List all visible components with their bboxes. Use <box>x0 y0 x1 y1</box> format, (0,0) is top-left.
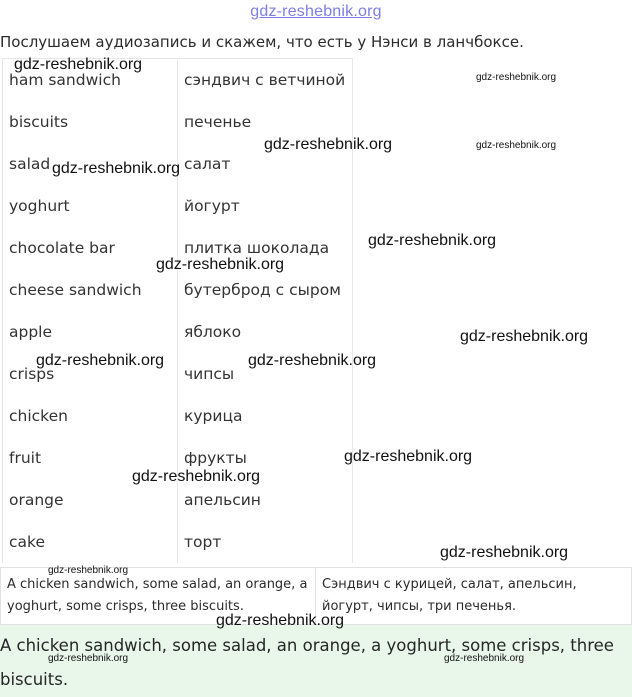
table-row <box>3 311 353 353</box>
english-word: salad <box>3 143 178 185</box>
table-row <box>3 521 353 563</box>
english-word: biscuits <box>3 101 178 143</box>
watermark: gdz-reshebnik.org <box>216 612 345 629</box>
watermark: gdz-reshebnik.org <box>14 56 143 73</box>
watermark: gdz-reshebnik.org <box>36 352 165 369</box>
english-word: chocolate bar <box>3 227 178 269</box>
russian-translation: торт <box>178 521 353 563</box>
watermark: gdz-reshebnik.org <box>444 653 525 664</box>
watermark: gdz-reshebnik.org <box>440 544 569 561</box>
russian-translation: бутерброд с сыром <box>178 269 353 311</box>
russian-translation: апельсин <box>178 479 353 521</box>
answer-english: A chicken sandwich, some salad, an orange, a yoghurt, some crisps, three biscuits. <box>1 568 316 625</box>
english-word: cake <box>3 521 178 563</box>
english-word: apple <box>3 311 178 353</box>
site-header-link[interactable]: gdz-reshebnik.org <box>250 3 382 20</box>
watermark: gdz-reshebnik.org <box>132 468 261 485</box>
russian-translation: сэндвич с ветчиной <box>178 59 353 102</box>
english-word: chicken <box>3 395 178 437</box>
english-word: fruit <box>3 437 178 479</box>
russian-translation: чипсы <box>178 353 353 395</box>
final-answer-block: A chicken sandwich, some salad, an orange, a yoghurt, some crisps, three biscuits. <box>0 625 632 697</box>
watermark: gdz-reshebnik.org <box>264 136 393 153</box>
answer-russian: Сэндвич с курицей, салат, апельсин, йогурт, чипсы, три печенья. <box>316 568 632 625</box>
watermark: gdz-reshebnik.org <box>368 232 497 249</box>
table-row <box>3 269 353 311</box>
table-row <box>3 185 353 227</box>
watermark: gdz-reshebnik.org <box>48 653 129 664</box>
russian-translation: плитка шоколада <box>178 227 353 269</box>
english-word: yoghurt <box>3 185 178 227</box>
russian-translation: яблоко <box>178 311 353 353</box>
task-instruction: Послушаем аудиозапись и скажем, что есть у Нэнси в ланчбоксе. <box>0 33 524 51</box>
watermark: gdz-reshebnik.org <box>48 565 129 576</box>
watermark: gdz-reshebnik.org <box>156 256 285 273</box>
watermark: gdz-reshebnik.org <box>476 140 557 151</box>
english-word: orange <box>3 479 178 521</box>
russian-translation: курица <box>178 395 353 437</box>
russian-translation: йогурт <box>178 185 353 227</box>
watermark: gdz-reshebnik.org <box>460 328 589 345</box>
watermark: gdz-reshebnik.org <box>476 72 557 83</box>
english-word: ham sandwich <box>3 59 178 102</box>
vocabulary-table <box>2 58 353 563</box>
english-word: crisps <box>3 353 178 395</box>
russian-translation: салат <box>178 143 353 185</box>
watermark: gdz-reshebnik.org <box>52 160 181 177</box>
russian-translation: печенье <box>178 101 353 143</box>
table-row <box>3 395 353 437</box>
russian-translation: фрукты <box>178 437 353 479</box>
english-word: cheese sandwich <box>3 269 178 311</box>
watermark: gdz-reshebnik.org <box>344 448 473 465</box>
watermark: gdz-reshebnik.org <box>248 352 377 369</box>
